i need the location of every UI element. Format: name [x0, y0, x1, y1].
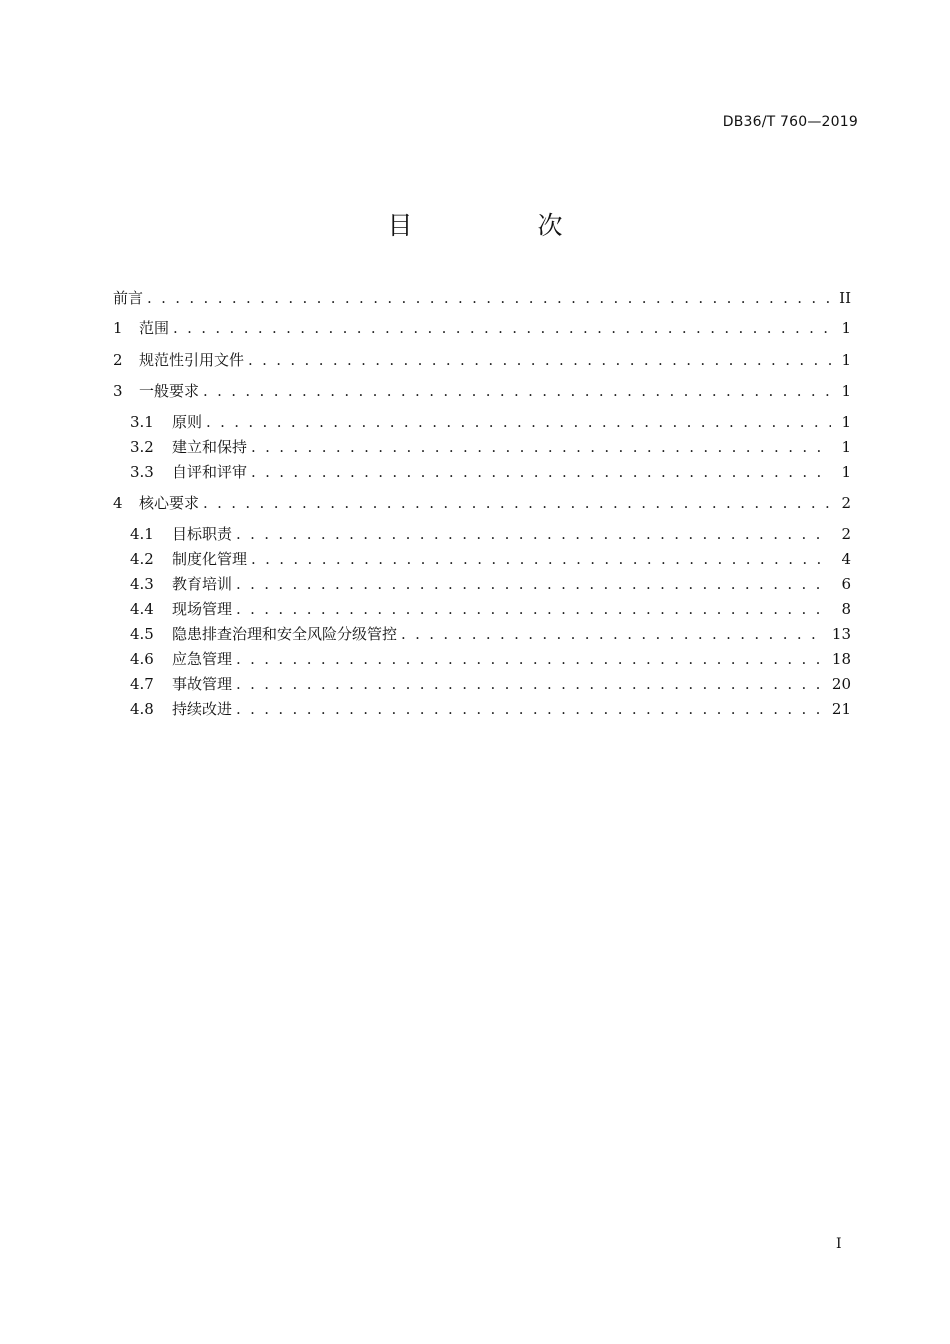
toc-entry-number: 3.3 — [130, 463, 154, 481]
toc-entry-page: 20 — [831, 675, 851, 693]
toc-entry-number: 4.7 — [130, 675, 154, 693]
toc-leader-dots — [203, 381, 831, 401]
toc-leader-dots — [236, 599, 831, 619]
toc-entry-page: 2 — [841, 525, 851, 543]
toc-entry-label: 规范性引用文件 — [139, 351, 245, 369]
toc-leader-dots — [206, 412, 831, 432]
toc-entry-page: 1 — [841, 351, 851, 369]
toc-entry-number: 3 — [113, 382, 123, 400]
toc-entry-4-8[interactable] — [130, 699, 851, 719]
toc-entry-foreword[interactable] — [113, 288, 851, 308]
toc-entry-4[interactable] — [113, 493, 851, 513]
toc-entry-page: 1 — [841, 319, 851, 337]
toc-entry-label: 范围 — [139, 319, 170, 337]
toc-leader-dots — [236, 699, 826, 719]
toc-leader-dots — [251, 462, 831, 482]
toc-entry-page: 18 — [831, 650, 851, 668]
toc-entry-page: 8 — [841, 600, 851, 618]
toc-leader-dots — [236, 574, 831, 594]
toc-leader-dots — [236, 674, 826, 694]
toc-entry-number: 1 — [113, 319, 123, 337]
toc-leader-dots — [203, 493, 831, 513]
toc-entry-number: 4.4 — [130, 600, 154, 618]
toc-entry-page: 6 — [841, 575, 851, 593]
toc-entry-label: 目标职责 — [172, 525, 233, 543]
toc-entry-number: 4 — [113, 494, 123, 512]
document-code: DB36/T 760—2019 — [722, 114, 858, 130]
toc-entry-page: 21 — [831, 700, 851, 718]
toc-entry-number: 3.1 — [130, 413, 154, 431]
toc-entry-4-5[interactable] — [130, 624, 851, 644]
toc-entry-4-2[interactable] — [130, 549, 851, 569]
toc-leader-dots — [401, 624, 826, 644]
toc-entry-label: 建立和保持 — [172, 438, 248, 456]
toc-entry-page: II — [839, 289, 851, 307]
toc-entry-3-3[interactable] — [130, 462, 851, 482]
toc-leader-dots — [147, 288, 831, 308]
toc-entry-label: 事故管理 — [172, 675, 233, 693]
toc-entry-number: 4.5 — [130, 625, 154, 643]
toc-entry-label: 原则 — [172, 413, 203, 431]
toc-leader-dots — [236, 524, 831, 544]
toc-leader-dots — [251, 549, 831, 569]
toc-entry-4-4[interactable] — [130, 599, 851, 619]
toc-entry-label: 核心要求 — [139, 494, 200, 512]
toc-entry-label: 持续改进 — [172, 700, 233, 718]
toc-entry-page: 1 — [841, 463, 851, 481]
toc-leader-dots — [173, 318, 831, 338]
toc-leader-dots — [251, 437, 831, 457]
toc-entry-4-3[interactable] — [130, 574, 851, 594]
toc-entry-number: 3.2 — [130, 438, 154, 456]
toc-entry-label: 教育培训 — [172, 575, 233, 593]
toc-title: 目 次 — [387, 211, 613, 240]
toc-entry-4-1[interactable] — [130, 524, 851, 544]
toc-entry-3[interactable] — [113, 381, 851, 401]
toc-entry-page: 1 — [841, 382, 851, 400]
toc-entry-page: 1 — [841, 413, 851, 431]
toc-entry-page: 1 — [841, 438, 851, 456]
toc-entry-label: 前言 — [113, 289, 144, 307]
toc-entry-label: 隐患排查治理和安全风险分级管控 — [172, 625, 398, 643]
toc-entry-number: 4.2 — [130, 550, 154, 568]
toc-entry-page: 13 — [831, 625, 851, 643]
toc-entry-2[interactable] — [113, 350, 851, 370]
toc-leader-dots — [236, 649, 826, 669]
toc-entry-label: 一般要求 — [139, 382, 200, 400]
toc-entry-label: 现场管理 — [172, 600, 233, 618]
toc-entry-3-2[interactable] — [130, 437, 851, 457]
toc-entry-3-1[interactable] — [130, 412, 851, 432]
toc-entry-label: 自评和评审 — [172, 463, 248, 481]
toc-entry-1[interactable] — [113, 318, 851, 338]
toc-entry-number: 4.3 — [130, 575, 154, 593]
toc-entry-number: 4.8 — [130, 700, 154, 718]
toc-entry-number: 4.1 — [130, 525, 154, 543]
page-number: I — [836, 1236, 842, 1252]
toc-entry-page: 2 — [841, 494, 851, 512]
toc-entry-number: 2 — [113, 351, 123, 369]
toc-entry-4-6[interactable] — [130, 649, 851, 669]
toc-entry-label: 应急管理 — [172, 650, 233, 668]
toc-entry-label: 制度化管理 — [172, 550, 248, 568]
toc-leader-dots — [248, 350, 831, 370]
toc-entry-4-7[interactable] — [130, 674, 851, 694]
toc-entry-number: 4.6 — [130, 650, 154, 668]
toc-entry-page: 4 — [841, 550, 851, 568]
